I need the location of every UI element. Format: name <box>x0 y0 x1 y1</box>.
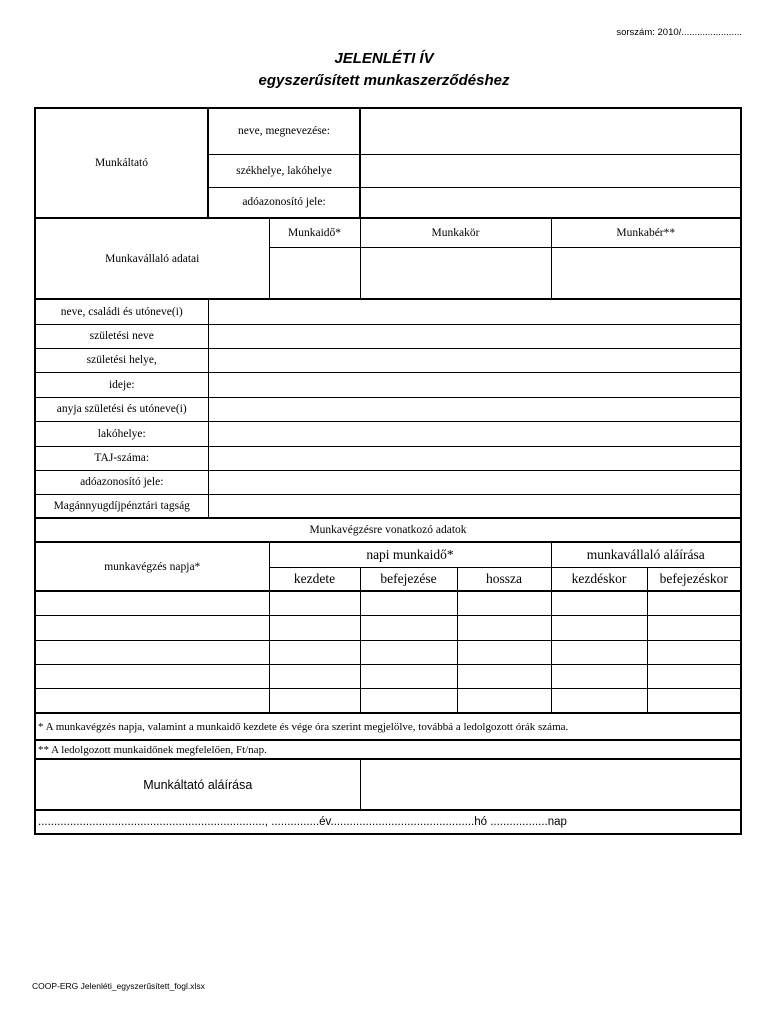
birth-name-label: születési neve <box>35 324 208 348</box>
employer-seat-field[interactable] <box>360 154 741 187</box>
taj-label: TAJ-száma: <box>35 446 208 470</box>
sign-start-cell[interactable] <box>551 615 647 640</box>
worktime-header: Munkaidő* <box>269 218 360 247</box>
note-wage: ** A ledolgozott munkaidőnek megfelelően, Ft/nap. <box>35 740 741 759</box>
pension-field[interactable] <box>208 494 741 518</box>
residence-label: lakóhelye: <box>35 421 208 446</box>
end-cell[interactable] <box>360 591 457 615</box>
end-cell[interactable] <box>360 615 457 640</box>
birth-date-field[interactable] <box>208 372 741 397</box>
end-cell[interactable] <box>360 640 457 664</box>
start-cell[interactable] <box>269 664 360 688</box>
note-worktime: * A munkavégzés napja, valamint a munkaidő kezdete és vége óra szerint megjelölve, továbbá a ledolgozott órák száma. <box>35 713 741 740</box>
employer-tax-label: adóazonosító jele: <box>208 187 360 218</box>
sign-end-cell[interactable] <box>647 640 741 664</box>
start-cell[interactable] <box>269 591 360 615</box>
work-day-cell[interactable] <box>35 688 269 713</box>
start-cell[interactable] <box>269 615 360 640</box>
work-day-header: munkavégzés napja* <box>35 542 269 591</box>
pension-label: Magánnyugdíjpénztári tagság <box>35 494 208 518</box>
length-cell[interactable] <box>457 664 551 688</box>
mother-name-label: anyja születési és utóneve(i) <box>35 397 208 421</box>
sign-end-cell[interactable] <box>647 688 741 713</box>
end-header: befejezése <box>360 567 457 591</box>
serial-number: sorszám: 2010/....................... <box>616 27 742 38</box>
sign-end-cell[interactable] <box>647 615 741 640</box>
length-cell[interactable] <box>457 640 551 664</box>
document-title <box>0 48 768 92</box>
work-day-cell[interactable] <box>35 591 269 615</box>
employee-tax-label: adóazonosító jele: <box>35 470 208 494</box>
start-header: kezdete <box>269 567 360 591</box>
table-row <box>35 664 741 688</box>
sign-start-cell[interactable] <box>551 640 647 664</box>
length-cell[interactable] <box>457 688 551 713</box>
end-cell[interactable] <box>360 664 457 688</box>
birth-date-label: ideje: <box>35 372 208 397</box>
sign-start-header: kezdéskor <box>551 567 647 591</box>
taj-field[interactable] <box>208 446 741 470</box>
sign-start-cell[interactable] <box>551 664 647 688</box>
start-cell[interactable] <box>269 688 360 713</box>
length-cell[interactable] <box>457 591 551 615</box>
employer-seat-label: székhelye, lakóhelye <box>208 154 360 187</box>
employer-tax-field[interactable] <box>360 187 741 218</box>
date-line[interactable]: ......................................................................., ...............év.............................................hó ..................nap <box>35 810 741 834</box>
employer-signature-label: Munkáltató aláírása <box>35 759 360 810</box>
employee-name-field[interactable] <box>208 299 741 324</box>
wage-header: Munkabér** <box>551 218 741 247</box>
table-row <box>35 640 741 664</box>
employer-label: Munkáltató <box>35 108 208 218</box>
sign-end-cell[interactable] <box>647 664 741 688</box>
sign-start-cell[interactable] <box>551 688 647 713</box>
employee-data-label: Munkavállaló adatai <box>35 218 269 299</box>
position-header: Munkakör <box>360 218 551 247</box>
work-day-cell[interactable] <box>35 640 269 664</box>
sign-end-header: befejezéskor <box>647 567 741 591</box>
birth-place-field[interactable] <box>208 348 741 372</box>
work-day-cell[interactable] <box>35 615 269 640</box>
end-cell[interactable] <box>360 688 457 713</box>
title-line-2: egyszerűsített munkaszerződéshez <box>258 72 510 89</box>
worktime-field[interactable] <box>269 247 360 299</box>
table-row <box>35 688 741 713</box>
title-line-1: JELENLÉTI ÍV <box>334 50 434 67</box>
birth-place-label: születési helye, <box>35 348 208 372</box>
daily-worktime-header: napi munkaidő* <box>269 542 551 567</box>
mother-name-field[interactable] <box>208 397 741 421</box>
attendance-form <box>34 107 742 835</box>
employer-signature-field[interactable] <box>360 759 741 810</box>
employee-name-label: neve, családi és utóneve(i) <box>35 299 208 324</box>
work-section-title: Munkavégzésre vonatkozó adatok <box>35 518 741 542</box>
sign-start-cell[interactable] <box>551 591 647 615</box>
birth-name-field[interactable] <box>208 324 741 348</box>
table-row <box>35 615 741 640</box>
work-day-cell[interactable] <box>35 664 269 688</box>
length-cell[interactable] <box>457 615 551 640</box>
residence-field[interactable] <box>208 421 741 446</box>
footer-filename: COOP-ERG Jelenléti_egyszerűsített_fogl.xlsx <box>32 981 205 991</box>
wage-field[interactable] <box>551 247 741 299</box>
employer-name-label: neve, megnevezése: <box>208 108 360 154</box>
employee-tax-field[interactable] <box>208 470 741 494</box>
length-header: hossza <box>457 567 551 591</box>
table-row <box>35 591 741 615</box>
position-field[interactable] <box>360 247 551 299</box>
sign-end-cell[interactable] <box>647 591 741 615</box>
employee-signature-header: munkavállaló aláírása <box>551 542 741 567</box>
start-cell[interactable] <box>269 640 360 664</box>
employer-name-field[interactable] <box>360 108 741 154</box>
